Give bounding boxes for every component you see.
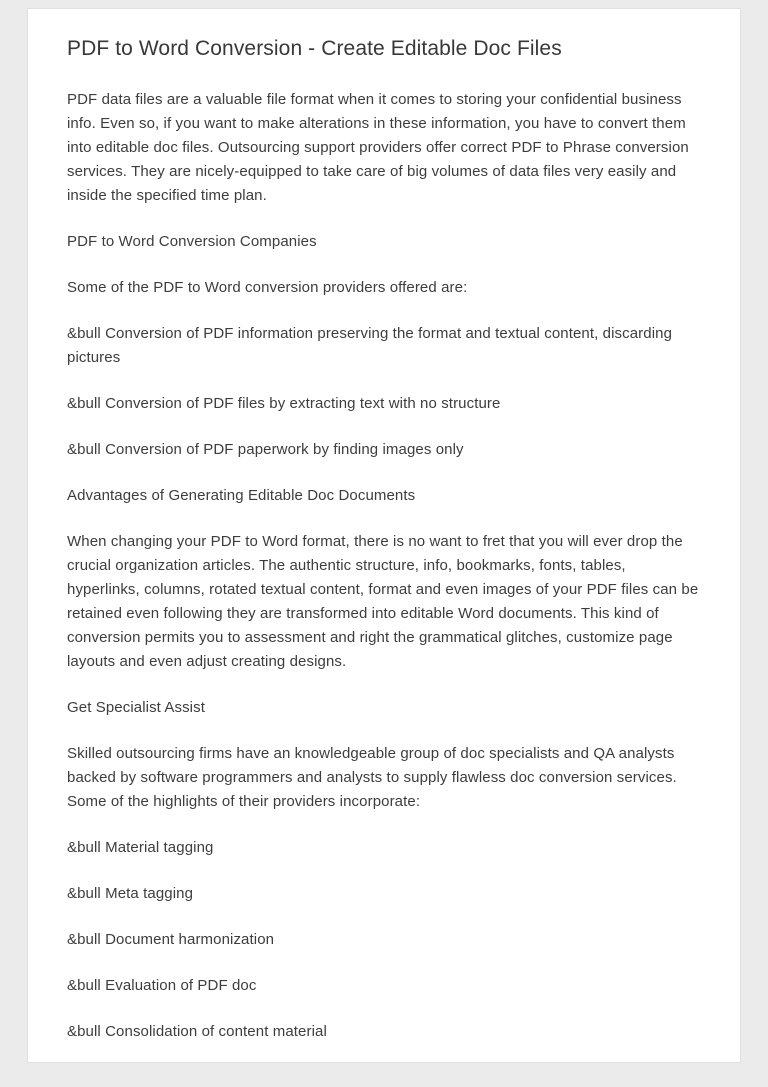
section-heading-specialist: Get Specialist Assist — [67, 699, 205, 716]
paragraph-intro: PDF data files are a valuable file format when it comes to storing your confidential business info. Even so, if you want to make alterations in these information, you have to convert them into editable doc files. Outsourcing support providers offer correct PDF to Phrase conversion services. They are nicely-equipped to take care of big volumes of data files very easily and inside the specified time plan. — [67, 91, 689, 204]
bullet-item: &bull Material tagging — [67, 839, 214, 856]
document-page — [27, 8, 741, 1063]
section-heading-advantages: Advantages of Generating Editable Doc Documents — [67, 487, 416, 504]
document-title: PDF to Word Conversion - Create Editable Doc Files — [67, 37, 562, 60]
paragraph-specialist: Skilled outsourcing firms have an knowledgeable group of doc specialists and QA analysts backed by software programmers and analysts to supply flawless doc conversion services. Some of the highlights of their providers incorporate: — [67, 745, 677, 810]
bullet-item: &bull Meta tagging — [67, 885, 194, 902]
paragraph-advantages: When changing your PDF to Word format, there is no want to fret that you will ever drop the crucial organization articles. The authentic structure, info, bookmarks, fonts, tables, hyperlinks, columns, rotated textual content, format and even images of your PDF files can be retained even following they are transformed into editable Word documents. This kind of conversion permits you to assessment and right the grammatical glitches, customize page layouts and even adjust creating designs. — [67, 533, 699, 670]
bullet-item: &bull Evaluation of PDF doc — [67, 977, 257, 994]
bullet-item: &bull Conversion of PDF files by extracting text with no structure — [67, 395, 501, 412]
section-heading-companies: PDF to Word Conversion Companies — [67, 233, 317, 250]
bullet-item: &bull Consolidation of content material — [67, 1023, 327, 1040]
bullet-item: &bull Conversion of PDF information preserving the format and textual content, discarding pictures — [67, 325, 673, 366]
paragraph-providers-lead: Some of the PDF to Word conversion providers offered are: — [67, 279, 468, 296]
bullet-item: &bull Document harmonization — [67, 931, 275, 948]
bullet-item: &bull Conversion of PDF paperwork by finding images only — [67, 441, 464, 458]
